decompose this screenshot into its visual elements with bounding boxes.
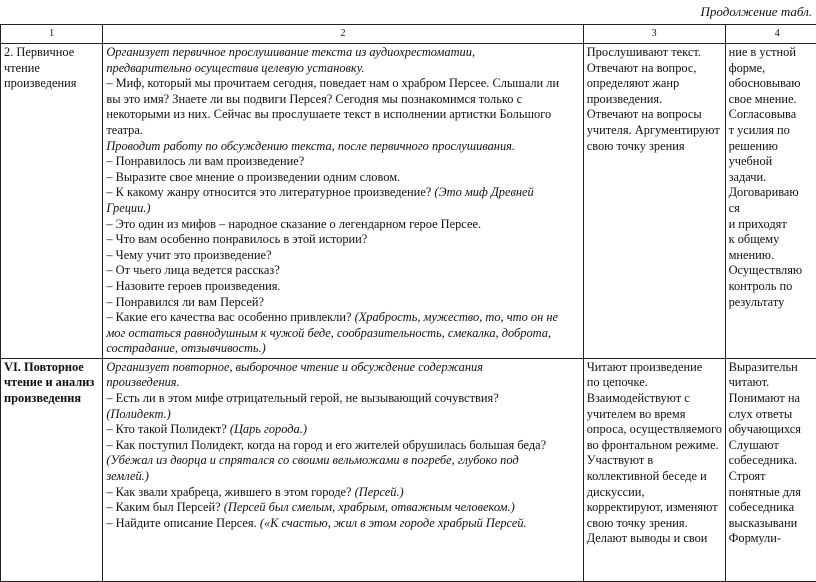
content-segment: (Храбрость, мужество, то, что он не	[355, 310, 558, 324]
student-line: Читают произведение	[587, 360, 722, 376]
table-header-row	[1, 25, 816, 44]
content-line: – Выразите свое мнение о произведении одним словом.	[106, 170, 579, 186]
result-line: Строят	[729, 469, 816, 485]
student-line: опроса, осуществляемого	[587, 422, 722, 438]
result-line: Осуществляю	[729, 263, 816, 279]
result-line: Согласовыва	[729, 107, 816, 123]
result-line: к общему	[729, 232, 816, 248]
teacher-activity-cell	[103, 358, 583, 581]
student-line: коллективной беседе и	[587, 469, 722, 485]
result-line: читают.	[729, 375, 816, 391]
table-row	[1, 44, 816, 359]
content-line: сострадание, отзывчивость.)	[106, 341, 579, 357]
content-line: Греции.)	[106, 201, 579, 217]
result-line: слух ответы	[729, 407, 816, 423]
content-line: – Есть ли в этом мифе отрицательный герой, не вызывающий сочувствия?	[106, 391, 579, 407]
result-line: и приходят	[729, 217, 816, 233]
student-line: во фронтальном режиме.	[587, 438, 722, 454]
stage-line: чтение	[4, 61, 99, 77]
student-line: произведения.	[587, 92, 722, 108]
column-number-3: 3	[583, 25, 725, 44]
content-line: землей.)	[106, 469, 579, 485]
stage-cell	[1, 358, 103, 581]
content-segment: – К какому жанру относится это литературное произведение?	[106, 185, 434, 199]
content-line: произведения.	[106, 375, 579, 391]
content-line: театра.	[106, 123, 579, 139]
content-line: Проводит работу по обсуждению текста, после первичного прослушивания.	[106, 139, 579, 155]
student-line: Участвуют в	[587, 453, 722, 469]
result-line: учебной	[729, 154, 816, 170]
content-line: – Понравился ли вам Персей?	[106, 295, 579, 311]
table-row	[1, 358, 816, 581]
content-line: (Убежал из дворца и спрятался со своими вельможами в погребе, глубоко под	[106, 453, 579, 469]
content-line	[106, 500, 579, 516]
stage-cell	[1, 44, 103, 359]
content-line: – Понравилось ли вам произведение?	[106, 154, 579, 170]
result-line: обосновываю	[729, 76, 816, 92]
content-line	[106, 516, 579, 532]
content-line: – Миф, который мы прочитаем сегодня, поведает нам о храбром Персее. Слышали ли	[106, 76, 579, 92]
content-line	[106, 422, 579, 438]
result-line: Выразительн	[729, 360, 816, 376]
result-line: Договариваю	[729, 185, 816, 201]
student-line: дискуссии,	[587, 485, 722, 501]
result-cell	[725, 44, 816, 359]
column-number-4: 4	[725, 25, 816, 44]
teacher-activity-cell	[103, 44, 583, 359]
student-line: Прослушивают текст.	[587, 45, 722, 61]
content-segment: – Кто такой Полидект?	[106, 422, 229, 436]
content-line: Организует первичное прослушивание текста из аудиохрестоматии,	[106, 45, 579, 61]
content-segment: – Каким был Персей?	[106, 500, 223, 514]
result-line: контроль по	[729, 279, 816, 295]
stage-line: произведения	[4, 391, 99, 407]
result-line: понятные для	[729, 485, 816, 501]
content-line: Организует повторное, выборочное чтение и обсуждение содержания	[106, 360, 579, 376]
result-line: собеседника.	[729, 453, 816, 469]
student-line: по цепочке.	[587, 375, 722, 391]
result-line: ся	[729, 201, 816, 217]
result-line: форме,	[729, 61, 816, 77]
content-line: вы это имя? Знаете ли вы подвиги Персея? Сегодня мы познакомимся только с	[106, 92, 579, 108]
content-line: некоторыми из них. Сейчас вы прослушаете текст в исполнении артистки Большого	[106, 107, 579, 123]
stage-line: чтение и анализ	[4, 375, 99, 391]
column-number-1: 1	[1, 25, 103, 44]
stage-line: 2. Первичное	[4, 45, 99, 61]
content-line: – Как поступил Полидект, когда на город и его жителей обрушилась большая беда?	[106, 438, 579, 454]
content-line: – Это один из мифов – народное сказание о легендарном герое Персее.	[106, 217, 579, 233]
content-line: – Назовите героев произведения.	[106, 279, 579, 295]
result-line: ние в устной	[729, 45, 816, 61]
student-line: Отвечают на вопросы	[587, 107, 722, 123]
student-line: свою точку зрения.	[587, 516, 722, 532]
content-line: предварительно осуществив целевую установку.	[106, 61, 579, 77]
content-segment: – Как звали храбреца, жившего в этом городе?	[106, 485, 354, 499]
content-segment: (Персей.)	[355, 485, 404, 499]
student-line: определяют жанр	[587, 76, 722, 92]
column-number-2: 2	[103, 25, 583, 44]
student-line: учителем во время	[587, 407, 722, 423]
student-activity-cell	[583, 358, 725, 581]
result-line: результату	[729, 295, 816, 311]
student-line: Взаимодействуют с	[587, 391, 722, 407]
content-line: – Чему учит это произведение?	[106, 248, 579, 264]
student-line: корректируют, изменяют	[587, 500, 722, 516]
content-segment: – Какие его качества вас особенно привлекли?	[106, 310, 354, 324]
result-line: Слушают	[729, 438, 816, 454]
content-segment: (Царь города.)	[230, 422, 307, 436]
content-segment: – Найдите описание Персея.	[106, 516, 259, 530]
content-segment: (Персей был смелым, храбрым, отважным человеком.)	[224, 500, 515, 514]
content-line	[106, 310, 579, 326]
content-line: – От чьего лица ведется рассказ?	[106, 263, 579, 279]
content-line	[106, 485, 579, 501]
result-line: Понимают на	[729, 391, 816, 407]
result-line: мнению.	[729, 248, 816, 264]
result-line: собеседника	[729, 500, 816, 516]
student-activity-cell	[583, 44, 725, 359]
result-line: свое мнение.	[729, 92, 816, 108]
student-line: учителя. Аргументируют	[587, 123, 722, 139]
result-line: Формули-	[729, 531, 816, 547]
content-line: (Полидект.)	[106, 407, 579, 423]
result-cell	[725, 358, 816, 581]
table-continuation-caption: Продолжение табл.	[701, 4, 812, 20]
student-line: свою точку зрения	[587, 139, 722, 155]
result-line: высказывани	[729, 516, 816, 532]
content-line	[106, 185, 579, 201]
stage-line: произведения	[4, 76, 99, 92]
content-line: – Что вам особенно понравилось в этой истории?	[106, 232, 579, 248]
content-line: мог остаться равнодушным к чужой беде, сообразительность, смекалка, доброта,	[106, 326, 579, 342]
student-line: Делают выводы и свои	[587, 531, 722, 547]
content-segment: (Это миф Древней	[434, 185, 533, 199]
stage-line: VI. Повторное	[4, 360, 99, 376]
lesson-plan-table	[0, 24, 816, 582]
content-segment: («К счастью, жил в этом городе храбрый Персей.	[260, 516, 527, 530]
result-line: т усилия по	[729, 123, 816, 139]
student-line: Отвечают на вопрос,	[587, 61, 722, 77]
result-line: решению	[729, 139, 816, 155]
result-line: задачи.	[729, 170, 816, 186]
result-line: обучающихся	[729, 422, 816, 438]
